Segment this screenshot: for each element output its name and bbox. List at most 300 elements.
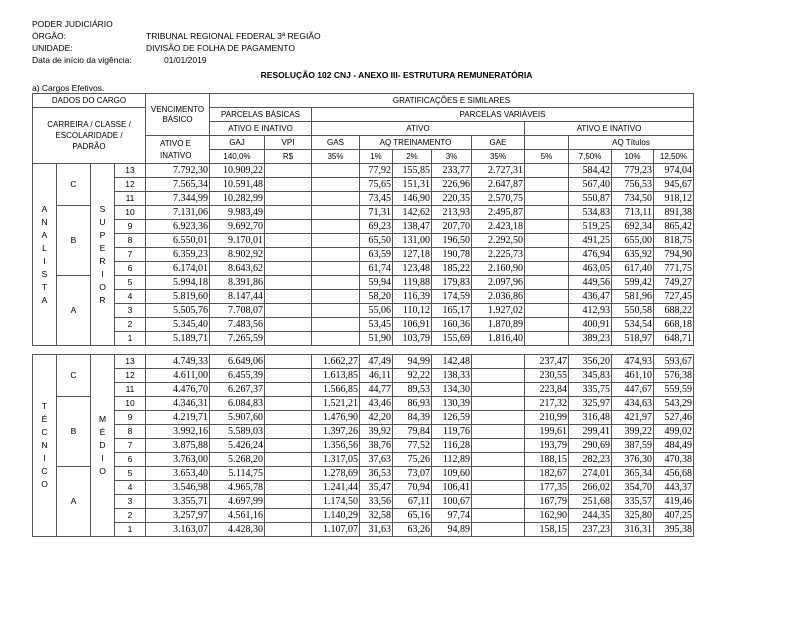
value-t125: 559,59 [654, 383, 694, 397]
padrao-cell: 11 [115, 383, 146, 397]
value-t75: 251,68 [569, 495, 612, 509]
value-aq3: 196,50 [432, 234, 472, 248]
orgao-value: TRIBUNAL REGIONAL FEDERAL 3ª REGIÃO [146, 31, 321, 41]
header-aq-titulos: AQ Títulos [569, 136, 694, 150]
analista-row-4 [33, 290, 694, 304]
tecnico-row-13 [33, 355, 694, 369]
value-venc: 5.994,18 [146, 276, 210, 290]
value-gae: 2.036,86 [472, 290, 525, 304]
value-vpi [265, 220, 312, 234]
value-venc: 7.344,99 [146, 192, 210, 206]
value-t125: 668,18 [654, 318, 694, 332]
value-t75: 436,47 [569, 290, 612, 304]
value-gas [312, 164, 360, 178]
tecnico-career-label: T É C N I C O [33, 355, 57, 537]
value-t75: 356,20 [569, 355, 612, 369]
value-venc: 4.749,33 [146, 355, 210, 369]
value-aq2: 116,39 [393, 290, 432, 304]
value-gae [472, 439, 525, 453]
value-venc: 3.546,98 [146, 481, 210, 495]
value-aq2: 155,85 [393, 164, 432, 178]
value-vpi [265, 369, 312, 383]
value-gae [472, 425, 525, 439]
value-aq3: 155,69 [432, 332, 472, 346]
value-t125: 794,90 [654, 248, 694, 262]
value-venc: 4.611,00 [146, 369, 210, 383]
header-parcelas-basicas: PARCELAS BÁSICAS [210, 108, 312, 122]
pct-gas: 35% [312, 150, 360, 164]
value-aq2: 119,88 [393, 276, 432, 290]
value-t75: 550,87 [569, 192, 612, 206]
value-aq2: 77,52 [393, 439, 432, 453]
value-t5: 210,99 [525, 411, 569, 425]
value-vpi [265, 318, 312, 332]
header-gas: GAS [312, 136, 360, 150]
value-aq1: 61,74 [360, 262, 393, 276]
value-t125: 688,22 [654, 304, 694, 318]
analista-row-2 [33, 318, 694, 332]
value-venc: 3.163,07 [146, 523, 210, 537]
value-aq3: 233,77 [432, 164, 472, 178]
value-aq2: 151,31 [393, 178, 432, 192]
value-venc: 3.653,40 [146, 467, 210, 481]
value-gae [472, 383, 525, 397]
value-aq2: 123,48 [393, 262, 432, 276]
value-vpi [265, 411, 312, 425]
value-aq3: 106,41 [432, 481, 472, 495]
value-gas: 1.397,26 [312, 425, 360, 439]
value-aq1: 58,20 [360, 290, 393, 304]
value-t75: 282,23 [569, 453, 612, 467]
value-t75: 316,48 [569, 411, 612, 425]
value-aq2: 86,93 [393, 397, 432, 411]
value-t125: 499,02 [654, 425, 694, 439]
value-t10: 734,50 [612, 192, 654, 206]
value-aq3: 190,78 [432, 248, 472, 262]
padrao-cell: 1 [115, 523, 146, 537]
value-t75: 237,23 [569, 523, 612, 537]
value-aq1: 35,47 [360, 481, 393, 495]
value-venc: 4.219,71 [146, 411, 210, 425]
value-aq1: 69,23 [360, 220, 393, 234]
value-aq1: 42,20 [360, 411, 393, 425]
value-gaj: 9.170,01 [210, 234, 265, 248]
value-gas: 1.241,44 [312, 481, 360, 495]
value-t75: 449,56 [569, 276, 612, 290]
value-t75: 584,42 [569, 164, 612, 178]
value-gas [312, 318, 360, 332]
value-t75: 567,40 [569, 178, 612, 192]
value-aq3: 138,33 [432, 369, 472, 383]
value-gaj: 4.697,99 [210, 495, 265, 509]
value-t75: 389,23 [569, 332, 612, 346]
analista-row-5 [33, 276, 694, 290]
value-gaj: 7.265,59 [210, 332, 265, 346]
header-dados-do-cargo: DADOS DO CARGO [33, 94, 146, 108]
value-gae: 2.097,96 [472, 276, 525, 290]
tecnico-escolaridade-label: M É D I O [91, 355, 115, 537]
value-gaj: 10.591,48 [210, 178, 265, 192]
tecnico-row-6 [33, 453, 694, 467]
value-t10: 399,22 [612, 425, 654, 439]
value-t125: 974,04 [654, 164, 694, 178]
value-aq2: 127,18 [393, 248, 432, 262]
value-t75: 400,91 [569, 318, 612, 332]
analista-row-7 [33, 248, 694, 262]
value-gas: 1.613,85 [312, 369, 360, 383]
document-title: RESOLUÇÃO 102 CNJ - ANEXO III- ESTRUTURA REMUNERATÓRIA [260, 70, 533, 80]
padrao-cell: 12 [115, 178, 146, 192]
value-t75: 412,93 [569, 304, 612, 318]
analista-career-label: A N A L I S T A [33, 164, 57, 346]
value-t125: 749,27 [654, 276, 694, 290]
value-aq3: 94,89 [432, 523, 472, 537]
value-gae [472, 411, 525, 425]
pct-gaj: 140,0% [210, 150, 265, 164]
value-venc: 6.359,23 [146, 248, 210, 262]
value-t125: 443,37 [654, 481, 694, 495]
value-t125: 945,67 [654, 178, 694, 192]
padrao-cell: 5 [115, 467, 146, 481]
header-ativo-inativo-venc: ATIVO E INATIVO [146, 136, 210, 164]
value-aq3: 142,48 [432, 355, 472, 369]
tecnico-class-a: A [57, 467, 91, 537]
value-venc: 3.763,00 [146, 453, 210, 467]
analista-row-1 [33, 332, 694, 346]
value-aq3: 100,67 [432, 495, 472, 509]
value-gaj: 5.589,03 [210, 425, 265, 439]
value-aq3: 116,28 [432, 439, 472, 453]
value-gae [472, 369, 525, 383]
value-gae: 1.816,40 [472, 332, 525, 346]
value-gas [312, 332, 360, 346]
value-gas [312, 192, 360, 206]
value-gaj: 4.965,78 [210, 481, 265, 495]
value-aq2: 73,07 [393, 467, 432, 481]
value-t10: 461,10 [612, 369, 654, 383]
value-gaj: 10.909,22 [210, 164, 265, 178]
value-gaj: 9.692,70 [210, 220, 265, 234]
value-venc: 5.189,71 [146, 332, 210, 346]
value-aq1: 59,94 [360, 276, 393, 290]
value-aq1: 37,63 [360, 453, 393, 467]
value-gas: 1.107,07 [312, 523, 360, 537]
padrao-cell: 6 [115, 262, 146, 276]
value-vpi [265, 234, 312, 248]
value-venc: 5.345,40 [146, 318, 210, 332]
value-gaj: 8.902,92 [210, 248, 265, 262]
value-t5: 177,35 [525, 481, 569, 495]
value-t5 [525, 290, 569, 304]
value-t5 [525, 178, 569, 192]
value-aq1: 53,45 [360, 318, 393, 332]
unidade-label: UNIDADE: [32, 43, 73, 53]
value-vpi [265, 397, 312, 411]
value-t125: 648,71 [654, 332, 694, 346]
value-venc: 7.131,06 [146, 206, 210, 220]
value-t5 [525, 304, 569, 318]
value-aq3: 160,36 [432, 318, 472, 332]
value-gaj: 8.643,62 [210, 262, 265, 276]
analista-row-6 [33, 262, 694, 276]
value-gaj: 4.428,30 [210, 523, 265, 537]
value-t125: 395,38 [654, 523, 694, 537]
analista-row-9 [33, 220, 694, 234]
padrao-cell: 1 [115, 332, 146, 346]
value-t75: 463,05 [569, 262, 612, 276]
value-gae: 1.927,02 [472, 304, 525, 318]
analista-row-11 [33, 192, 694, 206]
value-t5 [525, 234, 569, 248]
value-gas: 1.356,56 [312, 439, 360, 453]
padrao-cell: 2 [115, 509, 146, 523]
value-aq3: 185,22 [432, 262, 472, 276]
value-gae: 2.292,50 [472, 234, 525, 248]
value-aq2: 146,90 [393, 192, 432, 206]
value-aq1: 55,06 [360, 304, 393, 318]
value-venc: 3.992,16 [146, 425, 210, 439]
value-t5 [525, 192, 569, 206]
value-t10: 599,42 [612, 276, 654, 290]
tecnico-row-1 [33, 523, 694, 537]
value-t5: 217,32 [525, 397, 569, 411]
value-aq2: 131,00 [393, 234, 432, 248]
value-t5 [525, 248, 569, 262]
value-t5 [525, 332, 569, 346]
value-gae [472, 453, 525, 467]
pct-titulos-7-5: 7,50% [569, 150, 612, 164]
value-t10: 550,58 [612, 304, 654, 318]
value-t75: 519,25 [569, 220, 612, 234]
value-aq1: 31,63 [360, 523, 393, 537]
value-t10: 617,40 [612, 262, 654, 276]
value-gas [312, 234, 360, 248]
value-aq1: 63,59 [360, 248, 393, 262]
value-venc: 7.565,34 [146, 178, 210, 192]
value-t5 [525, 220, 569, 234]
value-aq2: 79,84 [393, 425, 432, 439]
value-vpi [265, 523, 312, 537]
header-gratificacoes: GRATIFICAÇÕES E SIMILARES [210, 94, 694, 108]
value-vpi [265, 248, 312, 262]
value-gaj: 5.268,20 [210, 453, 265, 467]
header-vencimento-basico: VENCIMENTO BÁSICO [146, 94, 210, 136]
pct-aq-3: 3% [432, 150, 472, 164]
value-t5: 182,67 [525, 467, 569, 481]
value-t10: 756,53 [612, 178, 654, 192]
value-gas [312, 220, 360, 234]
value-aq3: 134,30 [432, 383, 472, 397]
value-gaj: 7.483,56 [210, 318, 265, 332]
value-aq2: 92,22 [393, 369, 432, 383]
padrao-cell: 5 [115, 276, 146, 290]
value-gas: 1.521,21 [312, 397, 360, 411]
header-gaj: GAJ [210, 136, 265, 150]
value-vpi [265, 481, 312, 495]
value-venc: 7.792,30 [146, 164, 210, 178]
value-aq3: 174,59 [432, 290, 472, 304]
value-aq1: 44,77 [360, 383, 393, 397]
padrao-cell: 7 [115, 439, 146, 453]
analista-row-12 [33, 178, 694, 192]
value-t75: 274,01 [569, 467, 612, 481]
value-venc: 6.923,36 [146, 220, 210, 234]
value-gaj: 6.455,39 [210, 369, 265, 383]
value-t5: 162,90 [525, 509, 569, 523]
tecnico-class-b: B [57, 397, 91, 467]
value-t10: 635,92 [612, 248, 654, 262]
value-gaj: 6.649,06 [210, 355, 265, 369]
value-gae: 2.570,75 [472, 192, 525, 206]
value-aq2: 67,11 [393, 495, 432, 509]
value-gae [472, 397, 525, 411]
value-aq1: 65,50 [360, 234, 393, 248]
value-t75: 290,69 [569, 439, 612, 453]
analista-class-a: A [57, 276, 91, 346]
padrao-cell: 4 [115, 290, 146, 304]
value-vpi [265, 332, 312, 346]
value-gaj: 5.114,75 [210, 467, 265, 481]
padrao-cell: 13 [115, 355, 146, 369]
value-vpi [265, 355, 312, 369]
value-aq2: 103,79 [393, 332, 432, 346]
value-aq1: 46,11 [360, 369, 393, 383]
value-aq2: 75,26 [393, 453, 432, 467]
tecnico-row-7 [33, 439, 694, 453]
value-aq1: 77,92 [360, 164, 393, 178]
pct-vpi: R$ [265, 150, 312, 164]
value-t5 [525, 206, 569, 220]
padrao-cell: 2 [115, 318, 146, 332]
value-t125: 891,38 [654, 206, 694, 220]
value-aq2: 142,62 [393, 206, 432, 220]
value-gas [312, 304, 360, 318]
value-t125: 527,46 [654, 411, 694, 425]
value-t75: 299,41 [569, 425, 612, 439]
value-aq2: 70,94 [393, 481, 432, 495]
value-t75: 534,83 [569, 206, 612, 220]
value-t75: 345,83 [569, 369, 612, 383]
vigencia-value: 01/01/2019 [164, 55, 207, 65]
value-t125: 407,25 [654, 509, 694, 523]
value-gas: 1.566,85 [312, 383, 360, 397]
padrao-cell: 10 [115, 397, 146, 411]
value-gae [472, 481, 525, 495]
value-t5: 193,79 [525, 439, 569, 453]
value-venc: 3.355,71 [146, 495, 210, 509]
value-t75: 491,25 [569, 234, 612, 248]
value-gaj: 10.282,99 [210, 192, 265, 206]
pct-titulos-5: 5% [525, 150, 569, 164]
value-t125: 456,68 [654, 467, 694, 481]
value-gas [312, 178, 360, 192]
analista-row-13 [33, 164, 694, 178]
value-vpi [265, 290, 312, 304]
value-aq3: 119,76 [432, 425, 472, 439]
value-aq1: 36,53 [360, 467, 393, 481]
value-aq2: 65,16 [393, 509, 432, 523]
value-gae: 2.225,73 [472, 248, 525, 262]
analista-class-b: B [57, 206, 91, 276]
value-aq3: 112,89 [432, 453, 472, 467]
pct-aq-2: 2% [393, 150, 432, 164]
value-vpi [265, 453, 312, 467]
value-vpi [265, 467, 312, 481]
value-t5: 158,15 [525, 523, 569, 537]
value-t75: 244,35 [569, 509, 612, 523]
value-t5: 188,15 [525, 453, 569, 467]
value-aq3: 109,60 [432, 467, 472, 481]
value-t75: 476,94 [569, 248, 612, 262]
value-t125: 727,45 [654, 290, 694, 304]
value-gas: 1.174,50 [312, 495, 360, 509]
value-aq3: 213,93 [432, 206, 472, 220]
value-gaj: 4.561,16 [210, 509, 265, 523]
value-aq1: 43,46 [360, 397, 393, 411]
value-aq3: 165,17 [432, 304, 472, 318]
pct-titulos-12-5: 12,50% [654, 150, 694, 164]
value-gae [472, 467, 525, 481]
unidade-value: DIVISÃO DE FOLHA DE PAGAMENTO [146, 43, 295, 53]
value-t5: 223,84 [525, 383, 569, 397]
tecnico-row-10 [33, 397, 694, 411]
value-t10: 534,54 [612, 318, 654, 332]
value-gas [312, 206, 360, 220]
analista-row-10 [33, 206, 694, 220]
value-gas [312, 276, 360, 290]
value-t10: 447,67 [612, 383, 654, 397]
value-t125: 918,12 [654, 192, 694, 206]
analista-row-8 [33, 234, 694, 248]
header-ativo-inativo-variaveis: ATIVO E INATIVO [525, 122, 694, 136]
value-t10: 335,57 [612, 495, 654, 509]
tecnico-row-3 [33, 495, 694, 509]
value-t10: 365,34 [612, 467, 654, 481]
padrao-cell: 9 [115, 411, 146, 425]
pct-gae: 35% [472, 150, 525, 164]
value-gas: 1.278,69 [312, 467, 360, 481]
value-venc: 3.875,88 [146, 439, 210, 453]
value-vpi [265, 439, 312, 453]
value-venc: 4.476,70 [146, 383, 210, 397]
section-label: a) Cargos Efetivos. [32, 83, 105, 93]
value-gaj: 5.426,24 [210, 439, 265, 453]
value-gae [472, 523, 525, 537]
value-aq3: 179,83 [432, 276, 472, 290]
header-vpi: VPI [265, 136, 312, 150]
pct-titulos-10: 10% [612, 150, 654, 164]
value-t10: 692,34 [612, 220, 654, 234]
value-gas [312, 248, 360, 262]
analista-class-c: C [57, 164, 91, 206]
padrao-cell: 9 [115, 220, 146, 234]
value-vpi [265, 192, 312, 206]
orgao-label: ÓRGÃO: [32, 31, 67, 41]
value-vpi [265, 262, 312, 276]
tecnico-row-8 [33, 425, 694, 439]
value-aq1: 51,90 [360, 332, 393, 346]
padrao-cell: 11 [115, 192, 146, 206]
vigencia-label: Data de início da vigência: [32, 55, 132, 65]
analista-row-3 [33, 304, 694, 318]
value-gas: 1.476,90 [312, 411, 360, 425]
value-aq1: 47,49 [360, 355, 393, 369]
header-carreira: CARREIRA / CLASSE / ESCOLARIDADE / PADRÃO [33, 108, 146, 164]
value-gae: 2.495,87 [472, 206, 525, 220]
value-gae [472, 355, 525, 369]
tecnico-row-5 [33, 467, 694, 481]
value-gae: 2.727,31 [472, 164, 525, 178]
